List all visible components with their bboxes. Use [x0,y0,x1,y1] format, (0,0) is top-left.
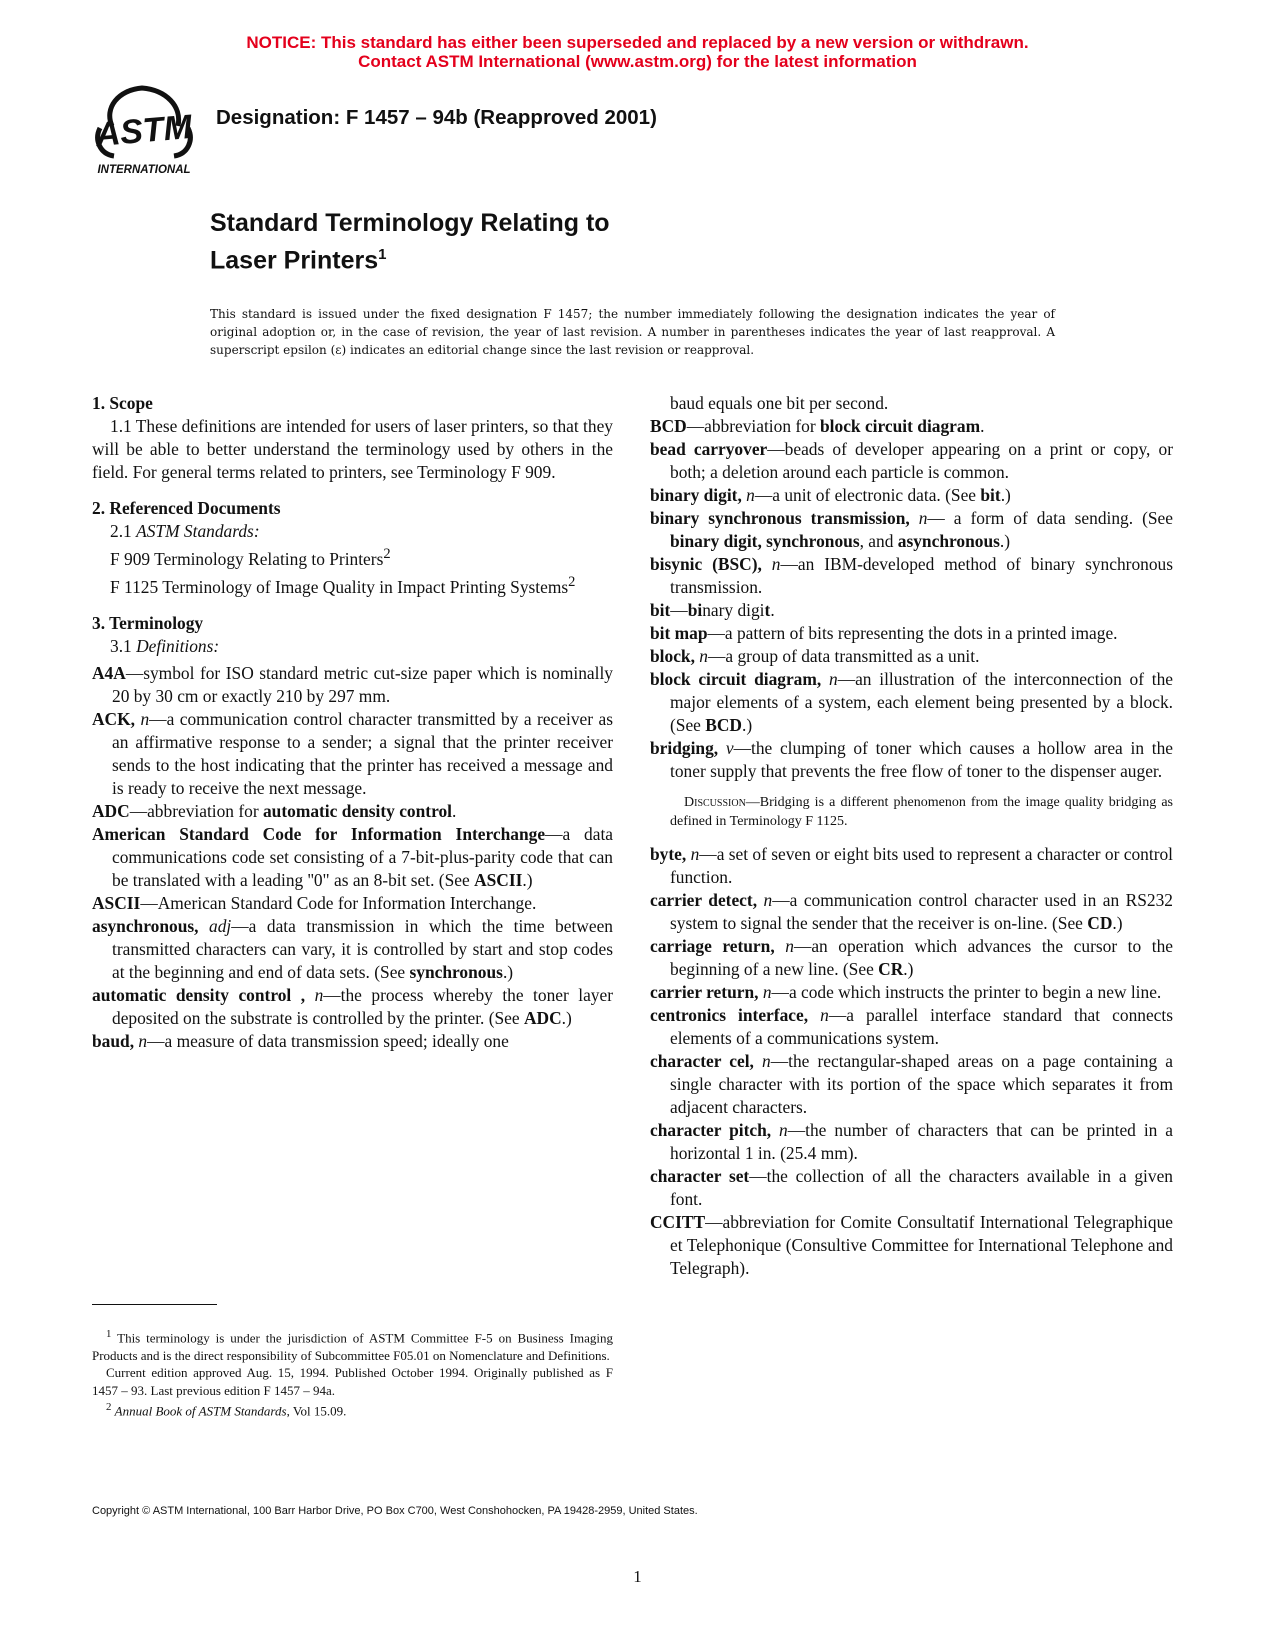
term-byte: byte, n—a set of seven or eight bits used to represent a character or control function. [650,844,1174,887]
term-bead-carryover: bead carryover—beads of developer appearing on a print or copy, or both; a deletion around each particle is common. [650,439,1173,482]
term-ascii: ASCII—American Standard Code for Information Interchange. [92,892,537,913]
title-line-1: Standard Terminology Relating to [210,209,610,237]
term-bit: bit—binary digit. [650,600,775,620]
term-bit-map: bit map—a pattern of bits representing the dots in a printed image. [650,623,1118,643]
refdoc-item: F 909 Terminology Relating to Printers$^2$ [110,546,391,569]
title-footnote-mark: 1 [378,246,387,263]
notice-line-2: Contact ASTM International (www.astm.org) for the latest information [358,52,917,71]
right-column [650,392,1173,1280]
footnotes [92,1326,613,1420]
term-bcd: BCD—abbreviation for block circuit diagram. [650,416,985,436]
term-bridging: bridging, v—the clumping of toner which causes a hollow area in the toner supply that prevents the free flow of toner to the dispenser auger. [650,738,1173,781]
bridging-discussion: Discussion—Bridging is a different phenomenon from the image quality bridging as defined in Terminology F 1125. [670,795,1173,829]
refdocs-heading: 2. Referenced Documents [92,498,281,518]
title-line-2: Laser Printers$^1$ [210,246,387,275]
notice-line-1: NOTICE: This standard has either been superseded and replaced by a new version or withdrawn. [246,33,1029,52]
term-baud-continued: baud equals one bit per second. [670,393,889,413]
document-title [210,207,610,276]
term-binary-synchronous-transmission: binary synchronous transmission, n— a form of data sending. (See binary digit, synchronous, and asynchronous.) [650,508,1173,551]
page-number: 1 [633,1567,642,1586]
scope-paragraph: 1.1 These definitions are intended for users of laser printers, so that they will be able to better understand the terminology used by others in the field. For general terms related to printers, see Terminology F 909. [92,416,613,482]
term-character-pitch: character pitch, n—the number of characters that can be printed in a horizontal 1 in. (25.4 mm). [650,1120,1173,1163]
footnote-1: $^1$ This terminology is under the jurisdiction of ASTM Committee F-5 on Business Imaging Products and is the direct responsibility of Subcommittee F05.01 on Nomenclature and Definitions. [92,1328,613,1363]
definitions-sub: 3.1 Definitions: [110,635,220,656]
logo-mark: ASTM [94,107,194,155]
term-carrier-detect: carrier detect, n—a communication control character used in an RS232 system to signal the sender that the receiver is on-line. (See CD.) [650,890,1173,933]
term-character-cel: character cel, n—the rectangular-shaped areas on a page containing a single character with its portion of the space which separates it from adjacent characters. [650,1051,1173,1117]
designation: Designation: F 1457 – 94b (Reapproved 2001) [216,106,657,129]
term-bisync: bisynic (BSC), n—an IBM-developed method of binary synchronous transmission. [650,554,1173,597]
copyright: Copyright © ASTM International, 100 Barr Harbor Drive, PO Box C700, West Conshohocken, PA 19428-2959, United States. [92,1505,698,1517]
term-carrier-return: carrier return, n—a code which instructs the printer to begin a new line. [650,982,1162,1002]
footnote-2: $^2$ Annual Book of ASTM Standards, Vol 15.09. [106,1401,347,1419]
term-ascii-full: American Standard Code for Information Interchange—a data communications code set consisting of a 7-bit-plus-parity code that can be translated with a leading ''0" as an 8-bit set. (See ASCII.) [92,823,614,890]
astm-logo [92,84,196,176]
term-block: block, n—a group of data transmitted as a unit. [650,646,980,666]
term-adc: ADC—abbreviation for automatic density control. [92,800,457,821]
term-carriage-return: carriage return, n—an operation which advances the cursor to the beginning of a new line. (See CR.) [650,936,1173,979]
scope-heading: 1. Scope [92,393,153,413]
term-centronics-interface: centronics interface, n—a parallel interface standard that connects elements of a communications system. [650,1005,1174,1048]
term-block-circuit-diagram: block circuit diagram, n—an illustration of the interconnection of the major elements of a system, each element being presented by a block. (See BCD.) [650,669,1173,735]
term-baud: baud, n—a measure of data transmission speed; ideally one [92,1030,509,1051]
term-ccitt: CCITT—abbreviation for Comite Consultatif International Telegraphique et Telephonique (Consultive Committee for International Telephone and Telegraph). [650,1212,1173,1278]
withdrawal-notice [0,33,1275,71]
term-a4a: A4A—symbol for ISO standard metric cut-size paper which is nominally 20 by 30 cm or exactly 210 by 297 mm. [92,662,613,706]
refdoc-item: F 1125 Terminology of Image Quality in Impact Printing Systems$^2$ [110,573,576,597]
issued-note: This standard is issued under the fixed designation F 1457; the number immediately following the designation indicates the year of original adoption or, in the case of revision, the year of last revision. A number in parentheses indicates the year of last reapproval. A superscript epsilon (ε) indicates an editorial change since the last revision or reapproval. [210,307,1055,357]
term-character-set: character set—the collection of all the characters available in a given font. [650,1166,1173,1209]
refdocs-sub: 2.1 ASTM Standards: [110,521,260,541]
term-binary-digit: binary digit, n—a unit of electronic data. (See bit.) [650,485,1011,505]
footnote-rule [92,1304,217,1305]
footnote-1-edition: Current edition approved Aug. 15, 1994. Published October 1994. Originally published as F 1457 – 93. Last previous edition F 1457 – 94a. [92,1365,613,1398]
term-asynchronous: asynchronous, adj—a data transmission in which the time between transmitted characters can vary, it is controlled by start and stop codes at the beginning and end of data sets. (See synchronous.) [92,915,613,982]
terminology-heading: 3. Terminology [92,612,204,633]
term-automatic-density-control: automatic density control , n—the process whereby the toner layer deposited on the substrate is controlled by the printer. (See ADC.) [92,984,613,1028]
term-ack: ACK, n—a communication control character transmitted by a receiver as an affirmative response to a sender; a signal that the printer receiver sends to the host indicating that the printer has received a message and is ready to receive the next message. [92,708,613,798]
logo-caption: INTERNATIONAL [97,164,191,176]
left-column [92,392,613,1053]
